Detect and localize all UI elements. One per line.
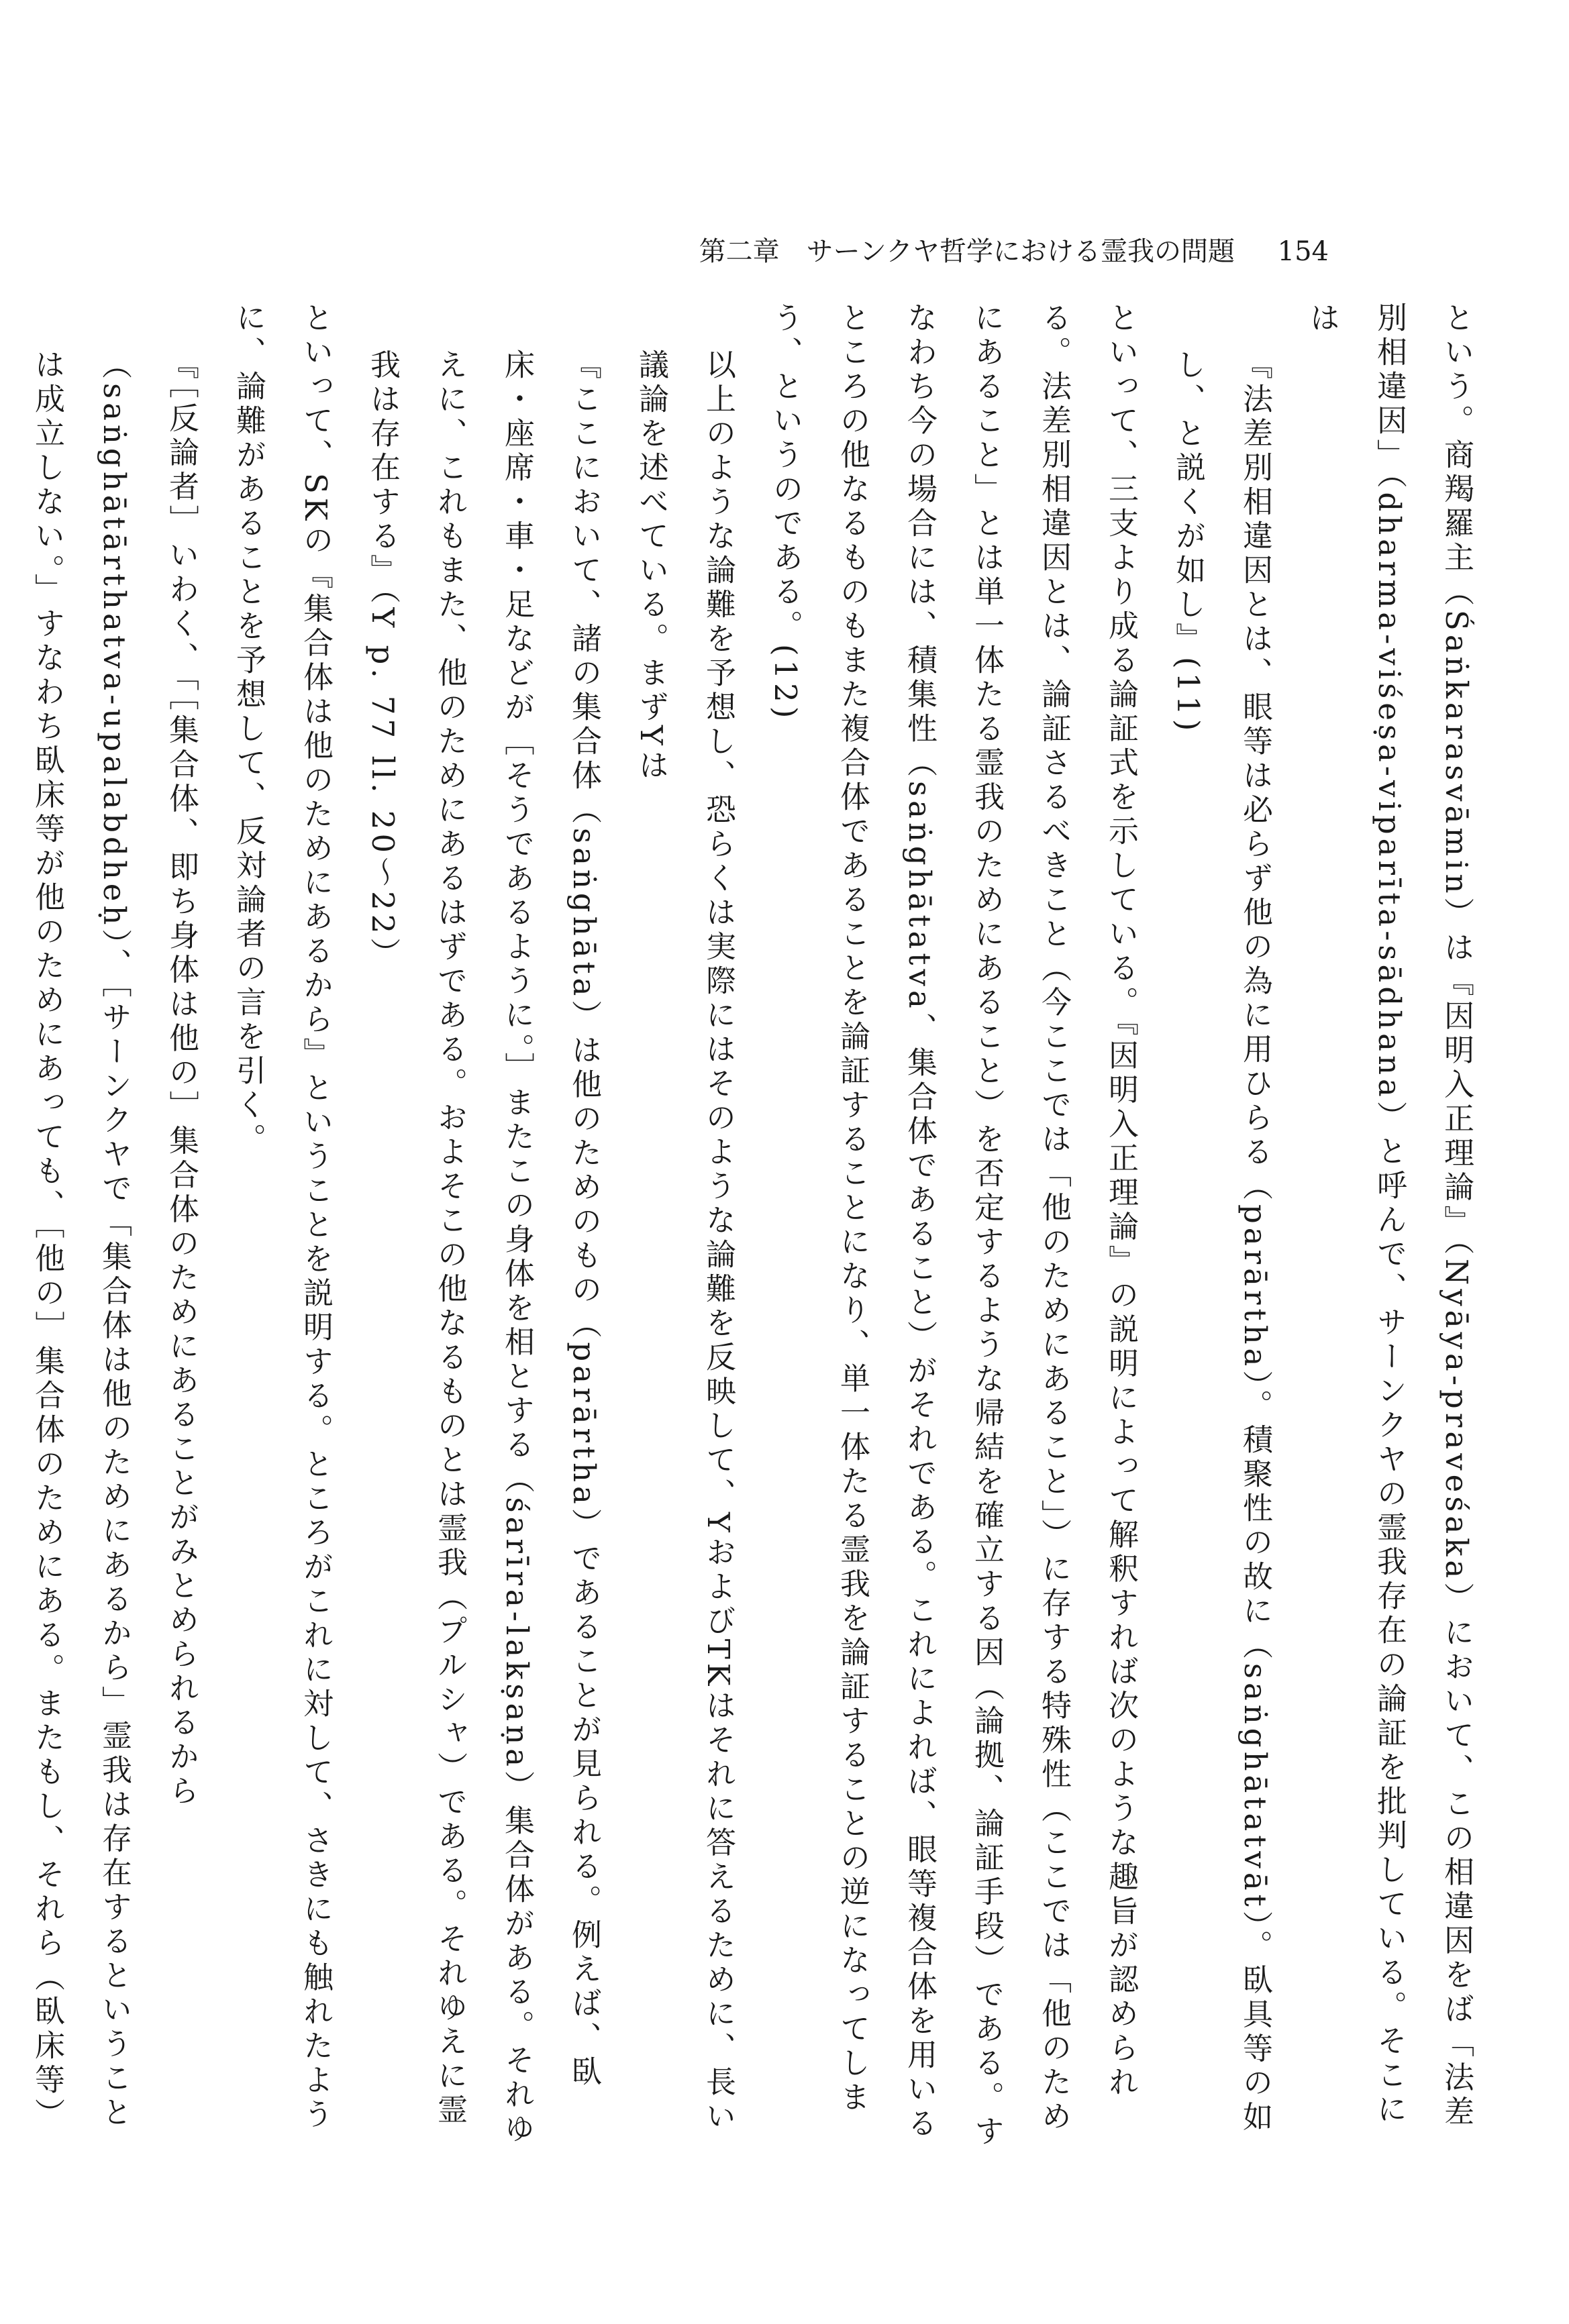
paragraph-2: といって、三支より成る論証式を示している。『因明入正理論』の説明によって解釈すれば次のような趣旨が認められる。法差別相違因とは、論証さるべきこと（今ここでは「他のためにあること」）に存する特殊性（ここでは「他のためにあること」とは単一体たる霊我のためにあること）を否定するような帰結を確立する因（論拠、論証手段）である。すなわち今の場合には、積集性（saṅghātatva、集合体であること）がそれである。これによれば、眼等複合体を用いるところの他なるものもまた複合体であることを論証することになり、単一体たる霊我を論証することの逆になってしまう、というのである。(12) [768,302,1139,2150]
running-header [698,228,1329,275]
quote-opponent: 『［反論者］いわく、「［集合体、即ち身体は他の］集合体のためにあることがみとめられるから（saṅghātārthatva-upalabdheḥ）、［サーンクヤで「集合体は他のためにあるから」霊我は存在するということは成立しない。」すなわち臥床等が他のためにあっても、［他の］集合体のためにある。またもし、それら（臥床等） [30,349,199,2132]
paragraph-4: といって、SKの『集合体は他のためにあるから』ということを説明する。ところがこれに対して、さきにも触れたように、論難があることを予想して、反対論者の言を引く。 [231,302,334,2133]
vertical-text-body [30,302,1490,2154]
paragraph-1: という。商羯羅主（Śaṅkarasvāmin）は『因明入正理論』（Nyāya-praveśaka）において、この相違因をば「法差別相違因」（dharma-viśeṣa-viparīta-sādhana）と呼んで、サーンクヤの霊我存在の論証を批判している。そこには [1305,302,1474,2130]
quote-dharma-visesa: 『法差別相違因とは、眼等は必らず他の為に用ひらる（parārtha）。積聚性の故に（saṅghātatvāt）。臥具等の如し、と説くが如し』(11) [1170,349,1273,2135]
paragraph-3: 以上のような論難を予想し、恐らくは実際にはそのような論難を反映して、YおよびTKはそれに答えるために、長い議論を述べている。まずYは [634,349,736,2135]
page-number: 154 [1277,236,1329,267]
chapter-title: 第二章 サーンクヤ哲学における霊我の問題 [699,236,1235,267]
quote-yuktidipika: 『ここにおいて、諸の集合体（saṅghāta）は他のためのもの（parārtha）であることが見られる。例えば、臥床・座席・車・足などが［そうであるように。］またこの身体を相とする（śarīra-lakṣaṇa）集合体がある。それゆえに、これもまた、他のためにあるはずである。およそこの他なるものとは霊我（プルシャ）である。それゆえに霊我は存在する』（Y p. 77 ll. 20〜22） [365,349,602,2148]
